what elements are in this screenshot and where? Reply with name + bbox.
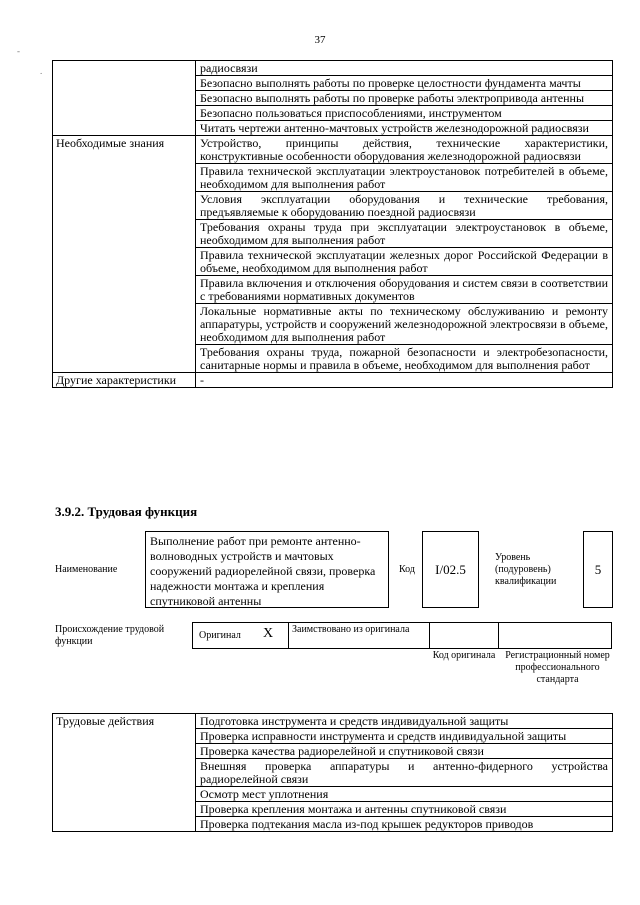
borrowed-label: Заимствовано из оригинала: [292, 624, 410, 635]
knowledge-table: [52, 60, 613, 388]
labor-actions-label: Трудовые действия: [53, 714, 196, 832]
code-label: Код: [399, 564, 415, 575]
section-heading: 3.9.2. Трудовая функция: [55, 504, 198, 519]
code-value: I/02.5: [435, 561, 466, 577]
skill-row: Безопасно пользоваться приспособлениями, инструментом: [196, 106, 613, 121]
divider: [498, 622, 499, 649]
skill-row: радиосвязи: [196, 61, 613, 76]
level-label: Уровень (подуровень) квалификации: [495, 552, 557, 587]
knowledge-row: Устройство, принципы действия, технические характеристики, конструктивные особенности оборудования железнодорожной радиосвязи: [196, 136, 613, 164]
other-characteristics-label: Другие характеристики: [53, 373, 196, 388]
knowledge-row: Правила технической эксплуатации электроустановок потребителей в объеме, необходимом для выполнения работ: [196, 164, 613, 192]
labor-actions-table: [52, 713, 613, 832]
knowledge-row: Правила включения и отключения оборудования и систем связи в соответствии с требованиями нормативных документов: [196, 276, 613, 304]
page-number: 37: [314, 34, 326, 46]
knowledge-row: Требования охраны труда при эксплуатации электроустановок в объеме, необходимом для выполнения работ: [196, 220, 613, 248]
skill-row: Читать чертежи антенно-мачтовых устройств железнодорожной радиосвязи: [196, 121, 613, 136]
labor-action-row: Проверка исправности инструмента и средств индивидуальной защиты: [196, 729, 613, 744]
original-mark: X: [263, 626, 274, 641]
labor-action-row: Проверка крепления монтажа и антенны спутниковой связи: [196, 802, 613, 817]
skill-row: Безопасно выполнять работы по проверке работы электропривода антенны: [196, 91, 613, 106]
registration-number-caption: Регистрационный номер профессионального стандарта: [505, 650, 610, 685]
labor-action-row: Внешняя проверка аппаратуры и антенно-фидерного устройства радиорелейной связи: [196, 759, 613, 787]
labor-action-row: Осмотр мест уплотнения: [196, 787, 613, 802]
other-characteristics-value: -: [196, 373, 613, 388]
labor-action-row: Подготовка инструмента и средств индивидуальной защиты: [196, 714, 613, 729]
label-cell-empty: [53, 61, 196, 136]
skill-row: Безопасно выполнять работы по проверке целостности фундамента мачты: [196, 76, 613, 91]
divider: [429, 622, 430, 649]
knowledge-row: Требования охраны труда, пожарной безопасности и электробезопасности, санитарные нормы и правила в объеме, необходимом для выполнения работ: [196, 345, 613, 373]
function-name-value: Выполнение работ при ремонте антенно-волноводных устройств и мачтовых сооружений радиорелейной связи, проверка надежности монтажа и крепления спутниковой антенны: [150, 534, 376, 608]
code-value-box: [422, 531, 479, 608]
knowledge-row: Условия эксплуатации оборудования и технические требования, предъявляемые к оборудованию поездной радиосвязи: [196, 192, 613, 220]
knowledge-row: Правила технической эксплуатации железных дорог Российской Федерации в объеме, необходимом для выполнения работ: [196, 248, 613, 276]
level-value-box: [583, 531, 613, 608]
divider: [288, 622, 289, 649]
name-label: Наименование: [55, 564, 118, 575]
knowledge-row: Локальные нормативные акты по техническому обслуживанию и ремонту аппаратуры, устройств и сооружений железнодорожной электросвязи в объеме, необходимом для выполнения работ: [196, 304, 613, 345]
level-value: 5: [594, 561, 602, 577]
code-original-caption: Код оригинала: [432, 650, 496, 661]
function-name-box: [145, 531, 389, 608]
stray-mark: -: [17, 46, 20, 56]
knowledge-label: Необходимые знания: [53, 136, 196, 373]
original-label: Оригинал: [199, 630, 241, 641]
labor-action-row: Проверка подтекания масла из-под крышек редукторов приводов: [196, 817, 613, 832]
labor-action-row: Проверка качества радиорелейной и спутниковой связи: [196, 744, 613, 759]
origin-label: Происхождение трудовой функции: [55, 624, 165, 647]
origin-row: [192, 622, 612, 649]
stray-mark: .: [40, 66, 43, 76]
